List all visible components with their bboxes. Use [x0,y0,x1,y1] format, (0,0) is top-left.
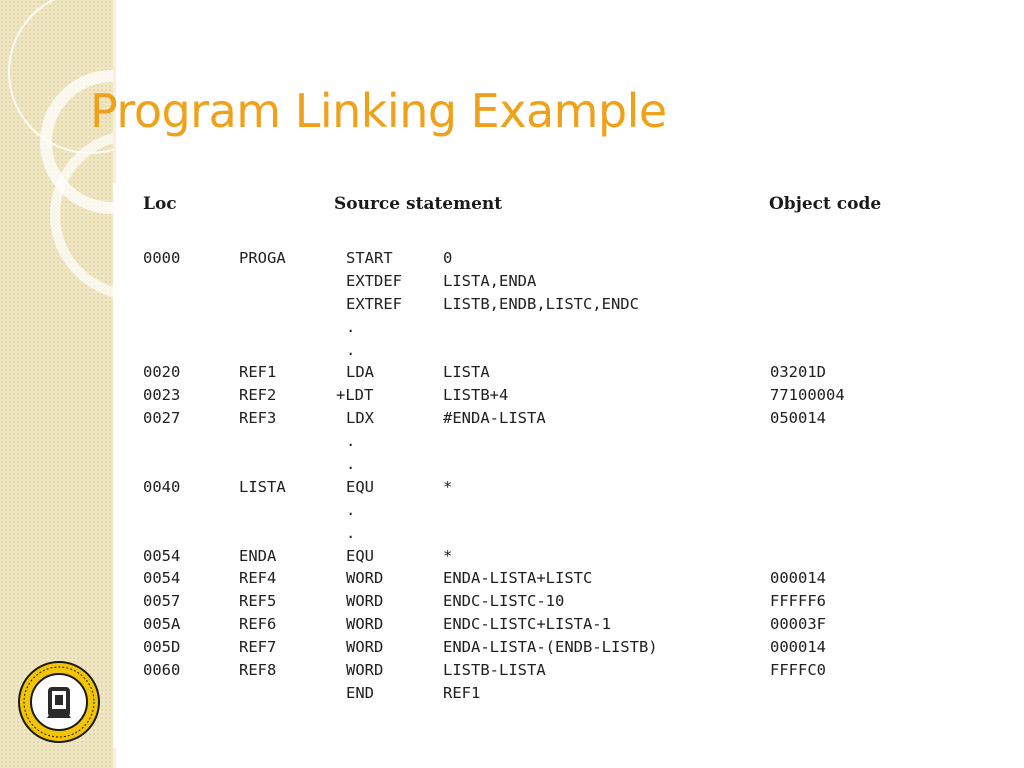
operand-cell: 0 [443,249,453,267]
operand-cell: ENDC-LISTC+LISTA-1 [443,615,611,634]
listing-row [113,478,1024,501]
listing-row [113,547,1024,570]
operation-cell: WORD [346,638,384,657]
object-code-cell: 000014 [770,638,826,657]
listing-row [113,684,1024,707]
listing-row [113,569,1024,592]
operation-cell: END [346,683,374,702]
operation-cell: LDA [346,363,374,382]
loc-cell: 0023 [143,386,181,405]
object-code-cell: 77100004 [770,386,845,405]
operation-cell: LDX [346,409,374,428]
loc-cell: 0040 [143,477,181,496]
listing-row [113,386,1024,409]
operation-cell: . [346,500,356,519]
operand-cell: LISTB,ENDB,LISTC,ENDC [443,294,639,313]
operation-cell: . [346,523,356,542]
operand-cell: #ENDA-LISTA [443,409,546,428]
operation-cell: WORD [346,569,384,588]
loc-cell: 0054 [143,546,181,565]
loc-cell: 0057 [143,592,181,611]
label-cell: LISTA [239,477,286,496]
loc-cell: 0020 [143,363,181,382]
operand-cell: ENDA-LISTA-(ENDB-LISTB) [443,638,658,657]
operation-cell: EXTDEF [346,271,402,290]
label-cell: REF3 [239,409,277,428]
operand-cell: LISTA [443,363,490,382]
loc-cell: 0054 [143,569,181,588]
operand-cell: LISTB+4 [443,386,509,405]
listing-row [113,295,1024,318]
listing-row [113,455,1024,478]
slide-title: Program Linking Example [90,84,667,138]
listing-row [113,524,1024,547]
listing-row [113,272,1024,295]
operation-cell: . [346,317,356,336]
listing-row [113,409,1024,432]
object-code-cell: 03201D [770,363,826,382]
label-cell: PROGA [239,249,286,267]
operand-cell: REF1 [443,683,481,702]
university-seal-icon [17,660,101,744]
operation-cell: WORD [346,592,384,611]
operand-cell: LISTB-LISTA [443,661,546,680]
header-loc: Loc [143,194,177,214]
loc-cell: 0060 [143,661,181,680]
listing-row [113,249,1024,272]
operand-cell: ENDC-LISTC-10 [443,592,565,611]
listing-row [113,501,1024,524]
operand-cell: ENDA-LISTA+LISTC [443,569,593,588]
listing-row [113,432,1024,455]
operation-cell: START [346,249,393,267]
listing-row [113,318,1024,341]
label-cell: REF6 [239,615,277,634]
listing-row [113,363,1024,386]
label-cell: REF4 [239,569,277,588]
loc-cell: 0000 [143,249,181,267]
listing-row [113,661,1024,684]
listing-row [113,592,1024,615]
loc-cell: 005D [143,638,181,657]
label-cell: REF1 [239,363,277,382]
faded-background-text [127,201,1024,224]
operand-cell: * [443,477,453,496]
listing-rows [113,249,1024,707]
listing-row [113,638,1024,661]
operation-cell: +LDT [336,386,374,405]
listing-row [113,341,1024,364]
label-cell: ENDA [239,546,277,565]
label-cell: REF2 [239,386,277,405]
operand-cell: LISTA,ENDA [443,271,537,290]
code-listing [113,183,1024,748]
header-object-code: Object code [769,194,882,214]
operand-cell: * [443,546,453,565]
object-code-cell: 00003F [770,615,826,634]
label-cell: REF5 [239,592,277,611]
operation-cell: . [346,432,356,451]
listing-row [113,615,1024,638]
operation-cell: . [346,455,356,474]
operation-cell: . [346,340,356,359]
operation-cell: WORD [346,615,384,634]
loc-cell: 0027 [143,409,181,428]
operation-cell: EXTREF [346,294,402,313]
label-cell: REF8 [239,661,277,680]
object-code-cell: FFFFC0 [770,661,826,680]
object-code-cell: 050014 [770,409,826,428]
object-code-cell: 000014 [770,569,826,588]
operation-cell: EQU [346,477,374,496]
operation-cell: WORD [346,661,384,680]
object-code-cell: FFFFF6 [770,592,826,611]
header-source-statement: Source statement [334,194,503,214]
loc-cell: 005A [143,615,181,634]
operation-cell: EQU [346,546,374,565]
label-cell: REF7 [239,638,277,657]
